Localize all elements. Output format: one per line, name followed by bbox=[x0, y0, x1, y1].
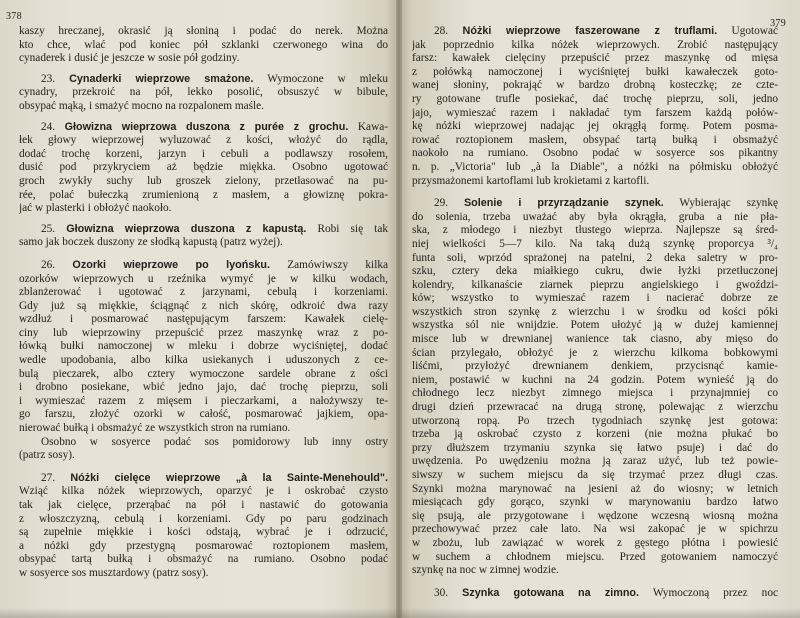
paragraph-gap bbox=[412, 578, 778, 587]
text-line: z włoszczyzną, cebulą i korzeniami. Gdy po paru godzinach bbox=[19, 512, 388, 525]
text-line: kę nóżki wieprzowej nadając jej okrągłą formę. Potem posma- bbox=[412, 120, 778, 133]
text-line: a nóżki gdy przestygną posmarować roztopionem masłem, bbox=[19, 539, 388, 552]
text-line: Wziąć kilka nóżek wieprzowych, oparzyć je i oskrobać czysto bbox=[19, 485, 388, 498]
recipe-text: Kawa- bbox=[348, 120, 388, 133]
text-line: Gdy już są miękkie, ściągnąć z nich skórę, odkroić dwa razy bbox=[19, 299, 388, 312]
recipe-number: 28. bbox=[434, 25, 449, 37]
text-line: obsypać tartą bułką i obsmażyć na rumiano. Osobno podać bbox=[19, 553, 388, 566]
page-number: 378 bbox=[6, 11, 22, 22]
text-line: są zupełnie miękkie i kości odstają, wybrać je i odrzucić, bbox=[19, 526, 388, 539]
text-line: naokoło na rumiano. Osobno podać w sosyerce sos pikantny bbox=[412, 147, 778, 160]
page-shadow bbox=[0, 608, 398, 618]
text-line: uwędzenia. Po uwędzeniu można ją zaraz użyć, lub też powie- bbox=[412, 455, 778, 468]
recipe-heading-line bbox=[412, 197, 778, 211]
recipe-heading-line bbox=[19, 472, 388, 486]
text-line: siwszy w suchem miejscu da się trzymać przez długi czas. bbox=[412, 469, 778, 481]
text-line: szku, cztery deka miałkiego cukru, dwie łyżki przetłuczonej bbox=[412, 265, 778, 278]
text-line: rować roztopionem masłem, obsypać tartą bułką i obsmażyć bbox=[412, 133, 778, 146]
recipe-heading-line bbox=[19, 121, 388, 135]
recipe-title: Nóżki cielęce wieprzowe „à la Sainte-Menehould". bbox=[70, 471, 388, 484]
text-line: szynkę na noc w zimnej wodzie. bbox=[412, 564, 559, 577]
recipe-title: Szynka gotowana na zimno. bbox=[462, 586, 640, 599]
text-line: samo jak boczek duszony ze słodką kapustą (patrz wyżej). bbox=[19, 236, 283, 249]
text-line: jak poprzednio kilka nóżek wieprzowych. Zrobić następujący bbox=[412, 38, 778, 51]
text-line: tak jak cielęce, przerąbać na pół i nastawić do gotowania bbox=[19, 499, 388, 511]
text-line: do solenia, trzeba uważać aby była okrągła, gruba a nie pła- bbox=[412, 210, 778, 223]
text-line: chłodnego lecz niezbyt zimnego miejsca i przynajmniej co bbox=[412, 387, 778, 400]
recipe-number: 25. bbox=[41, 222, 56, 235]
text-line: nierować bułką i obsmażyć ze wszystkich stron na rumiano. bbox=[19, 422, 291, 435]
paragraph-gap bbox=[19, 463, 388, 472]
recipe-text: Wybierając szynkę bbox=[663, 197, 778, 210]
recipe-heading-line bbox=[19, 73, 388, 87]
text-line: liśćmi, przyłożyć drewnianem denkiem, przycisnąć kamie- bbox=[412, 360, 778, 373]
text-line: w zbożu, lub zawiązać w worek z gęstego płótna i powiesić bbox=[412, 536, 778, 549]
right-page bbox=[398, 0, 800, 618]
recipe-title: Cynaderki wieprzowe smażone. bbox=[69, 72, 254, 85]
text-line: wanej słoniny, pokrająć w bardzo drobną kosteczkę; ze czte- bbox=[412, 79, 778, 92]
text-line: ścian przylegało, obłożyć je z wierzchu kilkoma bobkowymi bbox=[412, 346, 778, 359]
text-line: misce lub w drewnianej wanience tak ciasno, aby mięso do bbox=[412, 333, 778, 346]
text-line: bulą pieczarek, albo cztery wymoczone sardele obrane z ości bbox=[19, 367, 388, 380]
text-line: obsypać mąką, i smażyć mocno na rozpalonem maśle. bbox=[19, 99, 264, 112]
text-line: wszystka sól nie wnijdzie. Potem ułożyć ją w dużej kamiennej bbox=[412, 319, 778, 332]
recipe-number: 30. bbox=[434, 586, 449, 599]
paragraph-gap bbox=[19, 66, 388, 73]
paragraph-gap bbox=[19, 250, 388, 259]
text-line: łek głowy wieprzowej wyluzować z kości, włożyć do rądla, bbox=[19, 134, 388, 147]
recipe-title: Solenie i przyrządzanie szynek. bbox=[463, 197, 664, 210]
text-line: cynadry, przekroić na pół, lekko posolić, obsuszyć w bibule, bbox=[19, 86, 388, 99]
recipe-text: Ugotować bbox=[717, 25, 778, 37]
text-line: trzeba ją oskrobać czysto z korzeni (nie można płukać bo bbox=[412, 428, 778, 441]
paragraph-gap bbox=[19, 114, 388, 121]
page-number: 379 bbox=[770, 18, 786, 29]
text-line: ozorków wieprzowych u rzeźnika wymyć je w kilku wodach, bbox=[19, 272, 388, 285]
text-line: niem, postawić w kuchni na 24 godzin. Potem wynieść ją do bbox=[412, 373, 778, 386]
text-line: kaszy hreczanej, okrasić ją słoniną i podać do nerek. Można bbox=[19, 25, 388, 37]
text-line: (patrz sosy). bbox=[19, 449, 75, 462]
page-shadow bbox=[398, 608, 800, 618]
text-line: ska, z młodego i niezbyt tłustego wieprza. Najlepsze są śred- bbox=[412, 224, 778, 237]
recipe-text: Wymoczone w mleku bbox=[253, 72, 388, 85]
text-line: w sosyerce sos musztardowy (patrz sosy). bbox=[19, 566, 209, 579]
text-line: i drobno posiekane, wbić jedno jajo, dać trochę pieprzu, soli bbox=[19, 381, 388, 394]
recipe-title: Głowizna wieprzowa duszona z kapustą. bbox=[66, 222, 307, 235]
text-line: zblanżerować i ugotować z jarzynami, cebulą i korzeniami. bbox=[19, 286, 388, 299]
text-line: utworzoną ropą. Po trzech tygodniach szynkę jest gotowa: bbox=[412, 414, 778, 427]
text-line: dodać trochę korzeni, jarzyn i cebuli a podlawszy rosołem, bbox=[19, 147, 388, 160]
text-line: przy dłuższem trzymaniu szynka się łatwo psuje) i dać do bbox=[412, 441, 778, 454]
text-line: łówką bułki namoczonej w mleku i dobrze wyciśniętej, dodać bbox=[19, 340, 388, 353]
page-text bbox=[19, 25, 388, 581]
text-line: przysmażonemi kartoflami lub krokietami z kartofli. bbox=[412, 174, 650, 187]
text-line: z połówką namoczonej i wyciśniętej bułki kawałeczek goto- bbox=[412, 65, 778, 78]
recipe-text: Zamówiwszy kilka bbox=[269, 258, 388, 271]
text-line: ciny lub wieprzowiny przepuścić przez maszynkę wraz z po- bbox=[19, 326, 388, 339]
text-line: dusić pod przykryciem aż będzie miękka. Osobno ugotować bbox=[19, 161, 388, 174]
book-gutter bbox=[396, 0, 402, 618]
text-line: groch zwykły suchy lub groszek zielony, przetłasować na pu- bbox=[19, 174, 388, 187]
text-line: funta soli, wprzód sprażonej na patelni, 2 deka saletry w pro- bbox=[412, 251, 778, 264]
text-line: się psują, ale przygotowane i wędzone wczesną wiosną można bbox=[412, 509, 778, 522]
recipe-number: 26. bbox=[41, 258, 56, 271]
recipe-text: Robi się tak bbox=[306, 222, 388, 235]
text-line: go farszu, złożyć ozorki w całość, posmarować jajkiem, opa- bbox=[19, 408, 388, 421]
text-line: rée, polać bułeczką zrumienioną z masłem, a głowiznę pokra- bbox=[19, 188, 388, 201]
text-line: farsz: kawałek cielęciny przepuścić przez maszynkę od mięsa bbox=[412, 52, 778, 65]
recipe-heading-line bbox=[412, 25, 778, 39]
text-line: wzdłuż i posmarować następującym farszem: Kawałek cielę- bbox=[19, 313, 388, 326]
recipe-heading-line bbox=[412, 587, 778, 601]
text-line: n. p. „Victoria" lub „à la Diable", a nóżki na półmisku obłożyć bbox=[412, 160, 778, 173]
text-line: niej wielkości 5—7 kilo. Na taką dużą szynkę proporcya ³/₄ bbox=[412, 237, 778, 250]
recipe-number: 27. bbox=[41, 471, 56, 484]
recipe-heading-line bbox=[19, 223, 388, 237]
text-line: Szynki można marynować na jesieni aż do wiosny; w letnich bbox=[412, 482, 778, 495]
paragraph-gap bbox=[412, 188, 778, 197]
text-line: kto chce, wlać pod koniec pół szklanki czerwonego wina do bbox=[19, 38, 388, 51]
page-text bbox=[412, 25, 778, 600]
text-line: jać w plasterki i obłożyć naokoło. bbox=[19, 202, 172, 215]
text-line: jajo, wymieszać razem i nakładać tym farszem każdą połów- bbox=[412, 106, 778, 119]
recipe-title: Nóżki wieprzowe faszerowane z truflami. bbox=[462, 25, 718, 37]
text-line: cynaderek i dusić je jeszcze w sosie pół godziny. bbox=[19, 52, 240, 65]
text-line: Osobno w sosyerce podać sos pomidorowy lub inny ostry bbox=[41, 435, 388, 448]
recipe-number: 23. bbox=[41, 72, 56, 85]
recipe-title: Głowizna wieprzowa duszona z purée z grochu. bbox=[64, 120, 349, 133]
text-line: kolendry, kilkanaście ziarnek pieprzu angielskiego i gwoździ- bbox=[412, 278, 778, 291]
recipe-text: Wymoczoną przez noc bbox=[639, 586, 778, 599]
text-line: miesiącach gdy gorąco, szynki w marynowaniu bardzo łatwo bbox=[412, 496, 778, 509]
left-page bbox=[0, 0, 398, 618]
text-line: wszystkich stron szynkę z wierzchu i w środku od kości póki bbox=[412, 305, 778, 318]
text-line: ry gotowane trufle posiekać, dać trochę pieprzu, soli, jedno bbox=[412, 92, 778, 105]
text-line: i wymieszać razem z mięsem i pieczarkami, a nałożywszy te- bbox=[19, 394, 388, 407]
recipe-title: Ozorki wieprzowe po lyońsku. bbox=[72, 258, 270, 271]
text-line: w suchem a chłodnem miejscu. Przed gotowaniem namoczyć bbox=[412, 550, 778, 563]
paragraph-gap bbox=[19, 216, 388, 223]
recipe-heading-line bbox=[19, 259, 388, 273]
recipe-number: 29. bbox=[434, 197, 449, 210]
text-line: przechowywać przez całe lato. Na wsi zakopać je w spichrzu bbox=[412, 523, 778, 536]
text-line: ków; wszystko to wymieszać razem i nacierać dobrze ze bbox=[412, 292, 778, 305]
text-line: drugi dzień przewracać na drugą stronę, polewając z wierzchu bbox=[412, 401, 778, 414]
recipe-number: 24. bbox=[41, 120, 56, 133]
text-line: wedle upodobania, albo kilka usiekanych i uduszonych z ce- bbox=[19, 354, 388, 367]
